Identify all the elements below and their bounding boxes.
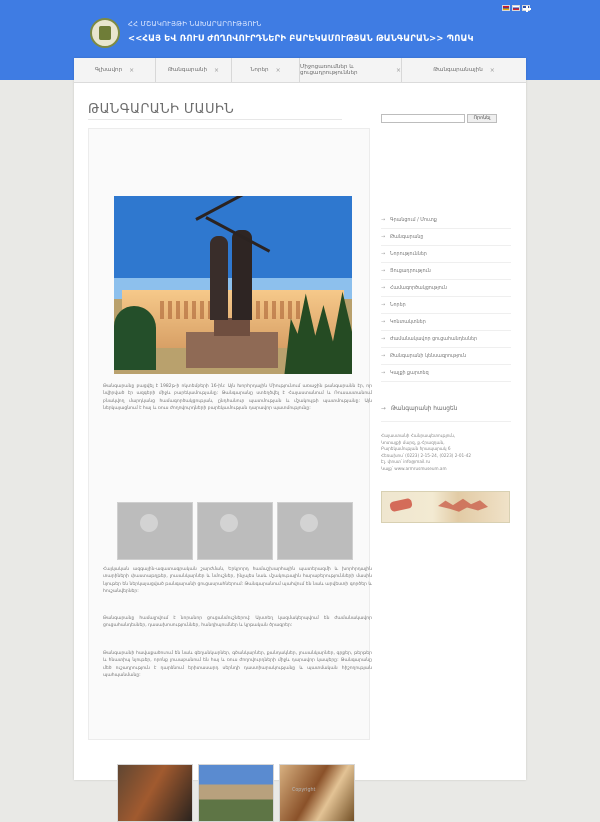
gallery-image[interactable] <box>117 764 193 822</box>
page-container <box>74 58 526 780</box>
sidebar-link-biography[interactable] <box>381 348 511 365</box>
monument-base <box>186 332 278 368</box>
sidebar-link-cooperation[interactable] <box>381 280 511 297</box>
sidebar-link-label: Թանգարանի կենսագրություն <box>390 353 467 359</box>
arrow-right-icon: → <box>381 336 386 342</box>
footer-copyright: Copyright <box>292 788 316 793</box>
monument-pedestal <box>214 318 250 336</box>
nav-item-news[interactable] <box>232 58 300 82</box>
arrow-right-icon: → <box>381 406 386 412</box>
main-navigation <box>74 58 526 83</box>
sidebar-links <box>381 212 511 382</box>
gallery-image[interactable] <box>197 502 273 560</box>
arrow-right-icon: → <box>381 285 386 291</box>
arrow-right-icon: → <box>381 302 386 308</box>
statue-figure-left <box>210 236 228 320</box>
arrow-right-icon: → <box>381 268 386 274</box>
gallery-image[interactable] <box>198 764 274 822</box>
sidebar-link-label: Նորեր <box>390 302 406 308</box>
article-card <box>88 128 370 740</box>
chevron-down-icon: × <box>129 66 135 74</box>
phone-line: Հեռախոս՝ (0223) 2-15-24, (0223) 2-01-42 <box>381 452 472 458</box>
arrow-right-icon: → <box>381 319 386 325</box>
sidebar-link-sitemap[interactable] <box>381 365 511 382</box>
article-paragraph: Թանգարանը համալրվում է նորանոր ցուցանմուշներով: Այստեղ կազմակերպվում են ժամանակավոր ցուցահանդեսներ, դասախոսություններ, հանդիպումներ և կրթական ծրագրեր: <box>103 616 372 629</box>
statue-figure-right <box>232 230 252 320</box>
article-paragraph: Թանգարանը բացվել է 1982թ-ի ոկտեմբերի 16-ին: Այն Խորհրդային Միությունում առաջին թանգարանն էր, որ նվիրված էր ազգերի միջև բարեկամությանը: Թանգարանը ստեղծվել է Հայաստանում և Ռուսաստանում բնակվող մարդկանց համագործակցության, ընդհանուր պատմության և մշակույթի պատմությանը: Այն ներկայացնում է հայ և ռուս ժողովուրդների բարեկամության դարավոր պատմությունը: <box>103 384 372 412</box>
sidebar-link-label: Համագործակցություն <box>390 285 447 291</box>
arrow-right-icon: → <box>381 234 386 240</box>
sidebar-link-label: Գրանցում / Մուտք <box>390 217 437 223</box>
sidebar-link-new[interactable] <box>381 297 511 314</box>
address-line: Հայաստանի Հանրապետություն, <box>381 433 456 438</box>
nav-item-home[interactable] <box>74 58 156 82</box>
sidebar-link-label: Թանգարանը <box>390 234 424 240</box>
nav-item-label: Թանգարանային <box>433 67 483 73</box>
site-subtitle: ՀՀ ՄՇԱԿՈՒՅԹԻ ՆԱԽԱՐԱՐՈՒԹՅՈՒՆ <box>128 20 262 28</box>
chevron-down-icon: × <box>213 66 220 74</box>
nav-item-label: Գլխավոր <box>94 67 123 73</box>
search-button[interactable]: Որոնել <box>467 114 497 123</box>
gallery-image[interactable] <box>279 764 355 822</box>
page-title: ԹԱՆԳԱՐԱՆԻ ՄԱՍԻՆ <box>88 102 235 117</box>
chevron-down-icon: × <box>395 66 401 74</box>
nav-item-label: Թանգարանի <box>167 67 207 73</box>
historical-photo-gallery <box>117 502 353 560</box>
sidebar-link-label: Կոնտակտներ <box>390 319 426 325</box>
sidebar-link-exhibition[interactable] <box>381 263 511 280</box>
email-link[interactable]: Էլ. փոստ՝ info@mail.ru <box>381 459 430 465</box>
nav-item-collection[interactable] <box>402 58 526 82</box>
article-paragraph: Հայկական ազգային-ազատագրական շարժման, Երկրորդ համաշխարհային պատերազմի և խորհրդային տարիների փաստաթղթեր, լուսանկարներ և նմուշներ, ինչպես նաև մշակութային հարաբերությունների մասին նյութեր են ներկայացված թանգարանի ցուցասրահներում: Թանգարանում պահվում են նաև արվեստի գործեր և հուշանվերներ: <box>103 567 372 595</box>
sidebar-link-label: Կայքի քարտեզ <box>390 370 429 376</box>
arrow-right-icon: → <box>381 370 386 376</box>
left-trees <box>114 306 156 370</box>
sidebar-link-login[interactable] <box>381 212 511 229</box>
address-block <box>381 433 511 473</box>
website-link[interactable]: Կայք՝ www.armrusmuseum.am <box>381 465 447 471</box>
location-map[interactable] <box>381 491 510 523</box>
search-input[interactable] <box>381 114 465 123</box>
nav-item-events[interactable] <box>300 58 402 82</box>
address-divider <box>381 421 511 422</box>
language-switcher[interactable] <box>502 5 530 11</box>
armenian-flag-icon[interactable] <box>502 5 510 11</box>
arrow-right-icon: → <box>381 217 386 223</box>
title-divider <box>88 119 342 120</box>
english-flag-icon[interactable] <box>522 5 530 11</box>
nav-item-museum[interactable] <box>156 58 232 82</box>
chevron-down-icon: × <box>275 66 281 74</box>
site-title[interactable]: <<ՀԱՅ ԵՎ ՌՈՒՍ ԺՈՂՈՎՈՒՐԴՆԵՐԻ ԲԱՐԵԿԱՄՈՒԹՅԱՆ ԹԱՆԳԱՐԱՆ>> ՊՈԱԿ <box>128 33 474 43</box>
sidebar-link-contacts[interactable] <box>381 314 511 331</box>
sidebar-link-label: Նորություններ <box>390 251 427 257</box>
article-paragraph: Թանգարանի հավաքածուում են նաև գեղանկարներ, գծանկարներ, քանդակներ, լուսանկարներ, գրքեր, թերթեր և հնատիպ նյութեր, որոնք լուսաբանում են հայ և ռուս ժողովուրդների միջև դարավոր կապերը: Թանգարանը մեծ ուշադրություն է դարձնում երիտասարդ սերնդի դաստիարակությանը և պատմական հիշողության պահպանմանը: <box>103 651 372 679</box>
gallery-image[interactable] <box>277 502 353 560</box>
address-line: Բարեկամության հրապարակ 6 <box>381 446 451 452</box>
nav-item-label: Նորեր <box>250 67 269 73</box>
arrow-right-icon: → <box>381 251 386 257</box>
russian-flag-icon[interactable] <box>512 5 520 11</box>
museum-logo-icon <box>90 18 120 48</box>
art-photo-gallery <box>117 764 355 822</box>
chevron-down-icon: × <box>489 66 495 74</box>
sidebar-link-temporary-exhibitions[interactable] <box>381 331 511 348</box>
address-line: Կոտայքի մարզ, ք.Հրազդան, <box>381 439 445 445</box>
sidebar-link-label: Ժամանակավոր ցուցահանդեսներ <box>390 336 478 342</box>
sidebar-link-label: Ցուցադրություն <box>390 268 431 274</box>
gallery-image[interactable] <box>117 502 193 560</box>
museum-building-photo[interactable] <box>114 196 352 374</box>
arrow-right-icon: → <box>381 353 386 359</box>
sidebar-link-museum[interactable] <box>381 229 511 246</box>
sidebar-link-news[interactable] <box>381 246 511 263</box>
museum-address-title: Թանգարանի հասցեն <box>391 406 458 412</box>
nav-item-label: Միջոցառումներ և ցուցադրություններ <box>300 64 358 76</box>
